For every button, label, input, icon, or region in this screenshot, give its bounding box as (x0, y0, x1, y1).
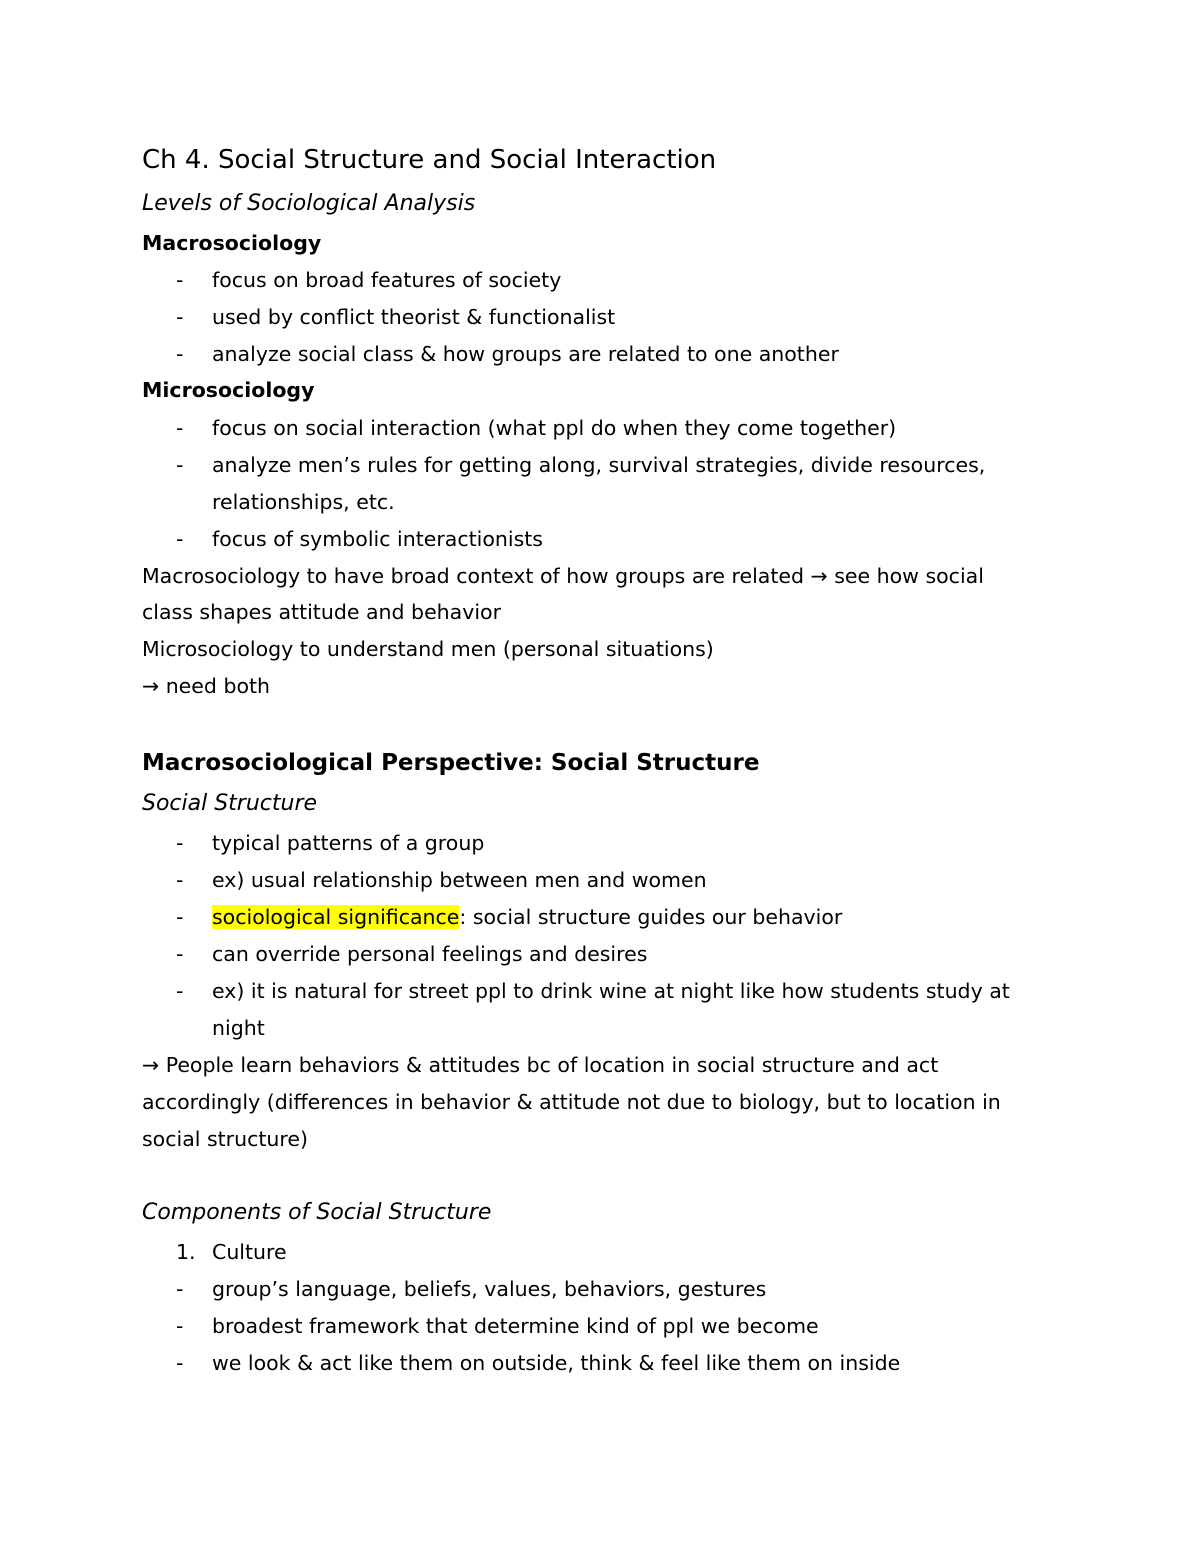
list-item-text: analyze men’s rules for getting along, survival strategies, divide resources, (212, 453, 986, 477)
components-heading: Components of Social Structure (142, 1200, 492, 1225)
bullet-dash: - (176, 1314, 184, 1338)
bullet-dash: - (176, 416, 184, 440)
paragraph-line: class shapes attitude and behavior (142, 600, 502, 624)
list-item-text: can override personal feelings and desires (212, 942, 648, 966)
paragraph-line: Macrosociology to have broad context of how groups are related → see how social (142, 564, 984, 588)
bullet-dash: - (176, 453, 184, 477)
document-title: Ch 4. Social Structure and Social Interaction (142, 145, 717, 175)
bullet-dash: - (176, 342, 184, 366)
paragraph-line: social structure) (142, 1127, 308, 1151)
highlighted-line-rest: social structure guides our behavior (472, 905, 843, 929)
list-item-text: used by conflict theorist & functionalist (212, 305, 616, 329)
highlighted-term: sociological significance (212, 905, 460, 929)
bullet-dash: - (176, 527, 184, 551)
list-item-text: focus on broad features of society (212, 268, 562, 292)
bullet-dash: - (176, 268, 184, 292)
list-item-text: we look & act like them on outside, think & feel like them on inside (212, 1351, 901, 1375)
list-item-continuation: night (212, 1016, 265, 1040)
list-item-text: analyze social class & how groups are related to one another (212, 342, 839, 366)
bullet-dash: - (176, 868, 184, 892)
list-item-text: broadest framework that determine kind of ppl we become (212, 1314, 819, 1338)
list-item-text: focus of symbolic interactionists (212, 527, 543, 551)
bullet-dash: - (176, 1351, 184, 1375)
bullet-dash: - (176, 905, 184, 929)
section-heading-levels: Levels of Sociological Analysis (142, 191, 476, 216)
macrosociology-heading: Macrosociology (142, 231, 322, 255)
paragraph-line: accordingly (differences in behavior & attitude not due to biology, but to location in (142, 1090, 1001, 1114)
paragraph-line: → need both (142, 674, 271, 698)
numbered-item-label: Culture (212, 1240, 287, 1264)
list-item-text: group’s language, beliefs, values, behaviors, gestures (212, 1277, 767, 1301)
bullet-dash: - (176, 1277, 184, 1301)
macro-perspective-heading: Macrosociological Perspective: Social Structure (142, 750, 760, 776)
list-item-continuation: relationships, etc. (212, 490, 395, 514)
list-item-text (212, 902, 842, 932)
microsociology-heading: Microsociology (142, 378, 315, 402)
bullet-dash: - (176, 831, 184, 855)
item-number: 1. (176, 1240, 196, 1264)
bullet-dash: - (176, 305, 184, 329)
list-item-text: ex) it is natural for street ppl to drink wine at night like how students study at (212, 979, 1010, 1003)
social-structure-subheading: Social Structure (142, 791, 318, 816)
bullet-dash: - (176, 979, 184, 1003)
paragraph-line: Microsociology to understand men (personal situations) (142, 637, 714, 661)
list-item-text: ex) usual relationship between men and women (212, 868, 707, 892)
list-item-text: focus on social interaction (what ppl do when they come together) (212, 416, 897, 440)
list-item-text: typical patterns of a group (212, 831, 485, 855)
bullet-dash: - (176, 942, 184, 966)
paragraph-line: → People learn behaviors & attitudes bc of location in social structure and act (142, 1053, 939, 1077)
highlight-separator: : (459, 905, 473, 929)
